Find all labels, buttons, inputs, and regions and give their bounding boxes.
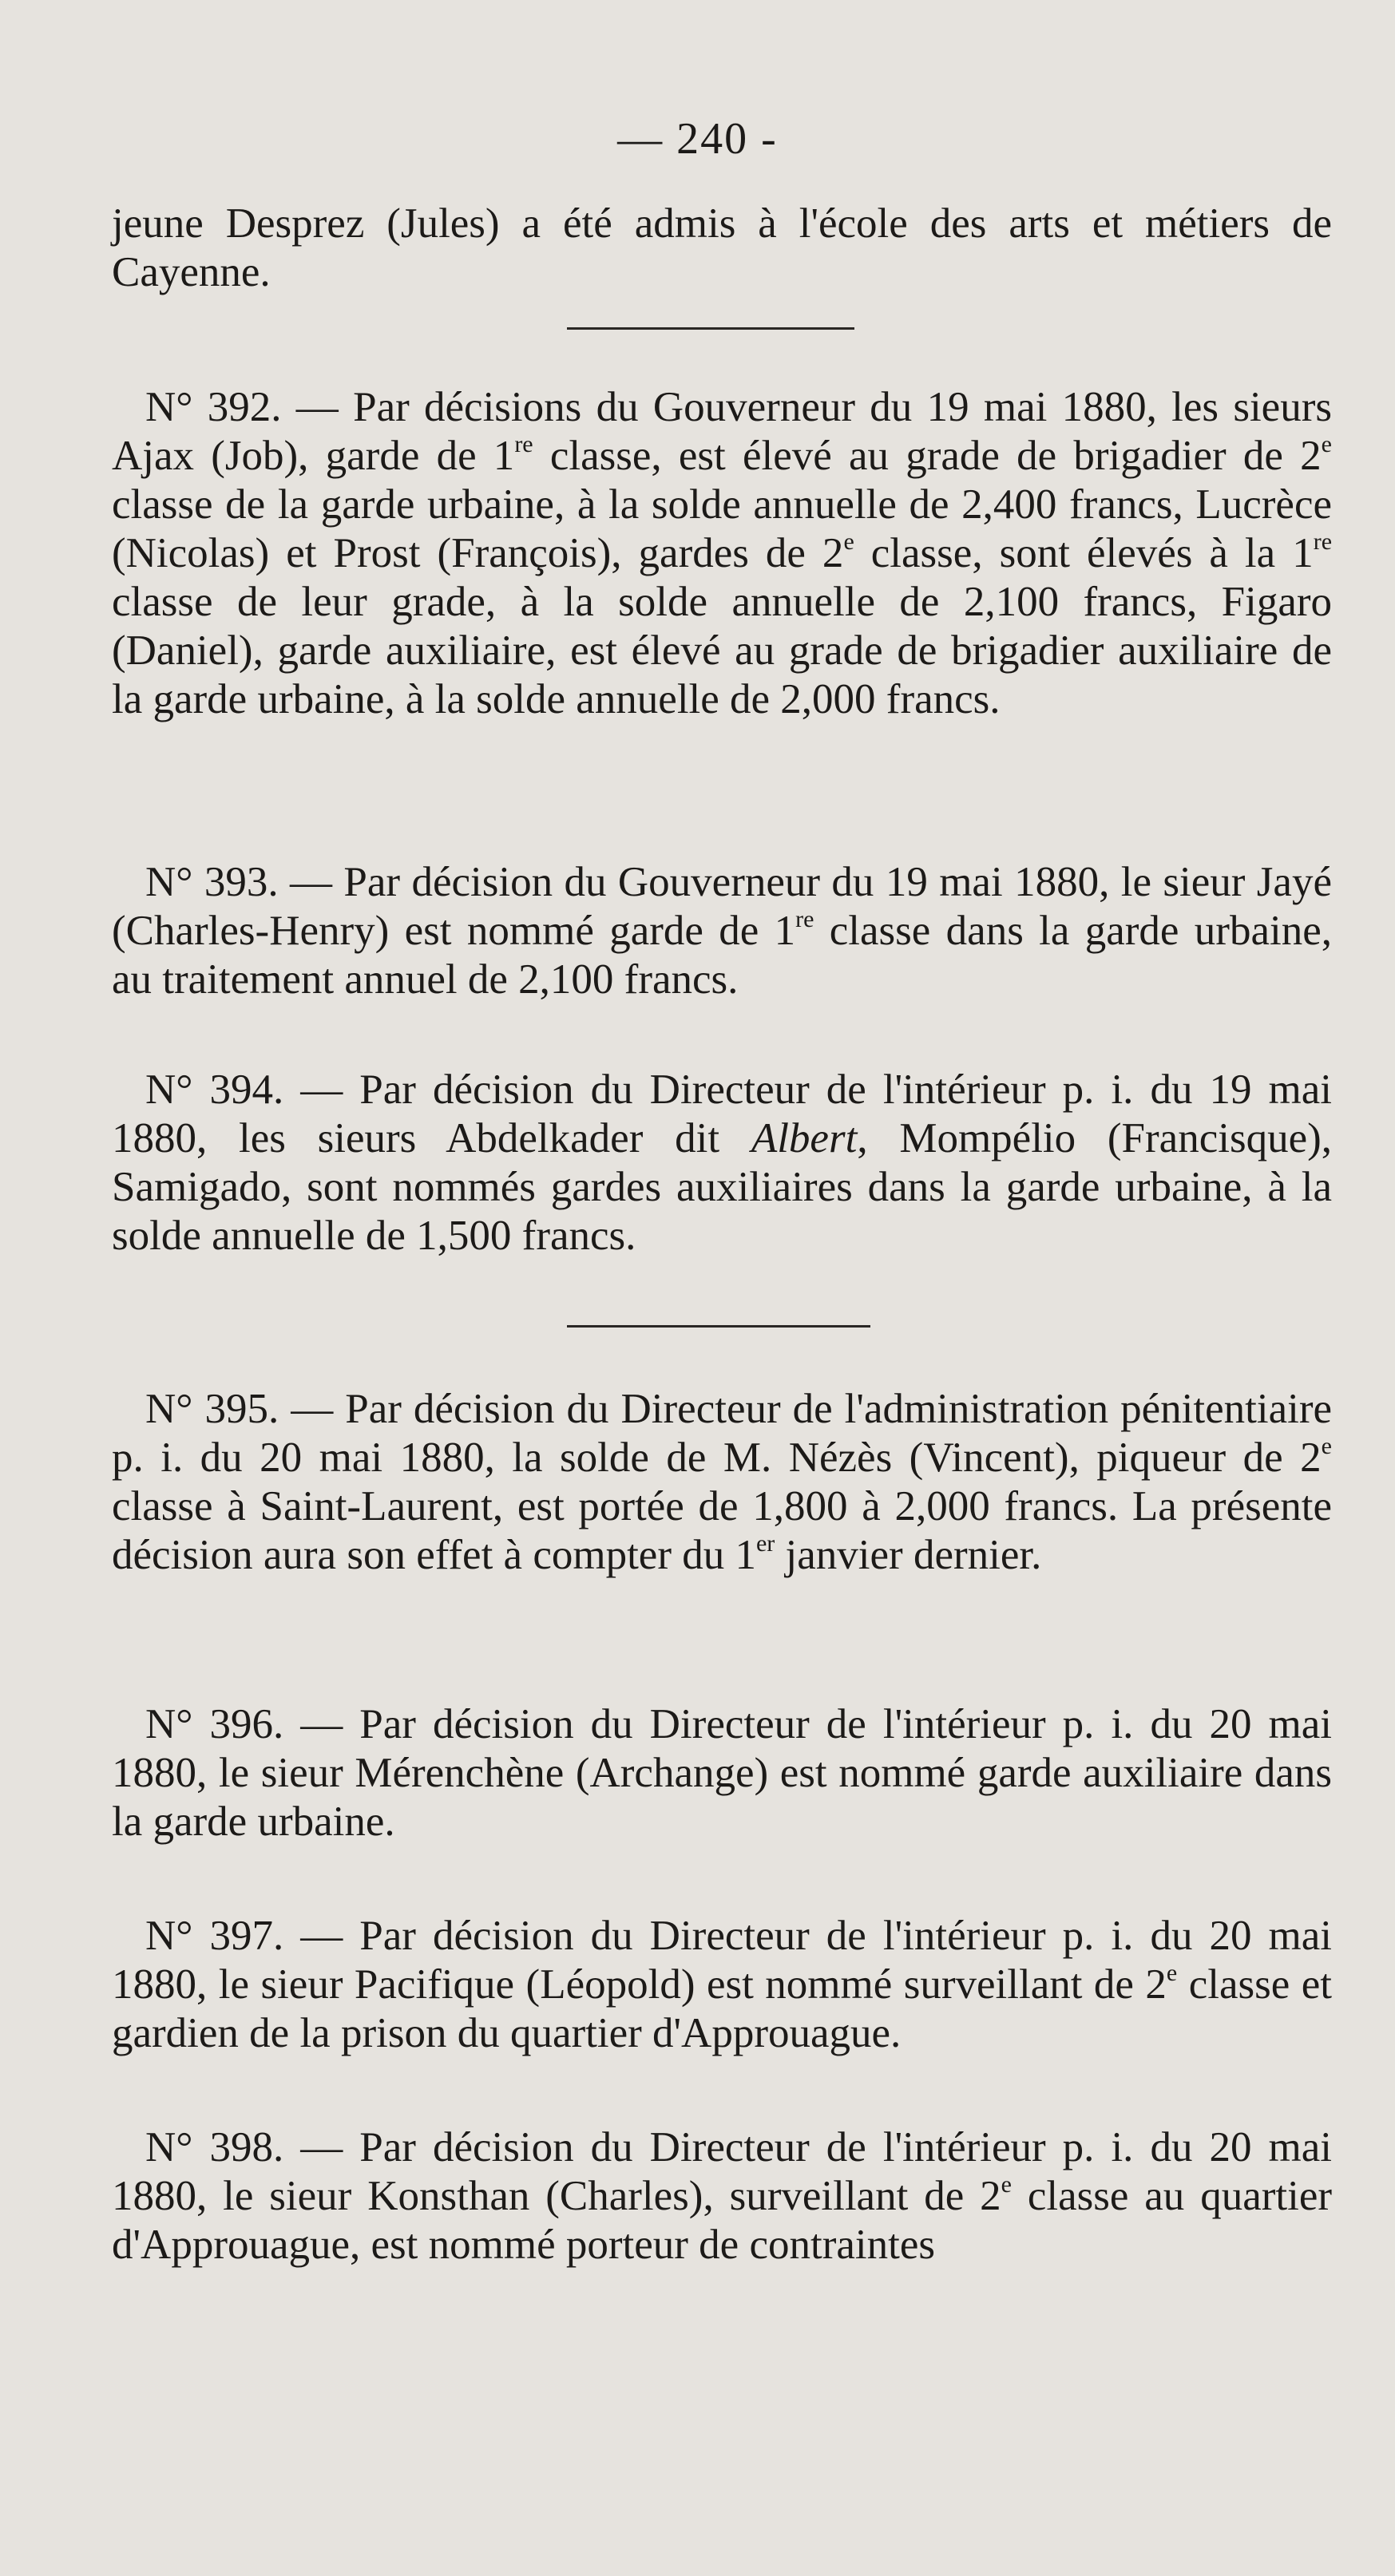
entry-text: N° 394. — Par décision du Directeur de l'intérieur p. i. du 19 mai 1880, les sieurs Abdelkader dit Albert, Mompélio (Francisque), Samigado, sont nommés gardes auxiliaires dans la garde urbaine, à la solde annuelle de 1,500 francs. [112, 1066, 1333, 1259]
entry-396 [112, 1700, 1332, 1846]
entry-number: N° 392. [145, 384, 282, 430]
section-divider [567, 1325, 870, 1328]
entry-number: N° 393. [145, 859, 279, 905]
entry-text: N° 392. — Par décisions du Gouverneur du 19 mai 1880, les sieurs Ajax (Job), garde de 1re classe, est élevé au grade de brigadier de 2e classe de la garde urbaine, à la solde annuelle de 2,400 francs, Lucrèce (Nicolas) et Prost (François), gardes de 2e classe, sont élevés à la 1re classe de leur grade, à la solde annuelle de 2,100 francs, Figaro (Daniel), garde auxiliaire, est élevé au grade de brigadier auxiliaire de la garde urbaine, à la solde annuelle de 2,000 francs. [112, 384, 1333, 722]
intro-paragraph [112, 200, 1332, 297]
entry-395 [112, 1385, 1332, 1580]
entry-number: N° 395. [145, 1386, 279, 1432]
entry-392 [112, 383, 1332, 724]
entry-number: N° 394. [145, 1066, 284, 1113]
section-divider [567, 327, 854, 330]
entry-text: N° 396. — Par décision du Directeur de l'intérieur p. i. du 20 mai 1880, le sieur Mérenchène (Archange) est nommé garde auxiliaire dans la garde urbaine. [112, 1701, 1332, 1845]
entry-398 [112, 2123, 1332, 2269]
entry-number: N° 397. [145, 1913, 284, 1959]
entry-text: N° 398. — Par décision du Directeur de l'intérieur p. i. du 20 mai 1880, le sieur Konsthan (Charles), surveillant de 2e classe au quartier d'Approuague, est nommé porteur de contraintes [112, 2124, 1332, 2268]
page-number: — 240 - [617, 114, 778, 164]
entry-number: N° 396. [145, 1701, 284, 1747]
intro-text: jeune Desprez (Jules) a été admis à l'école des arts et métiers de Cayenne. [112, 200, 1332, 295]
entry-397 [112, 1912, 1332, 2058]
entry-393 [112, 858, 1332, 1004]
entry-number: N° 398. [145, 2124, 284, 2170]
entry-text: N° 397. — Par décision du Directeur de l'intérieur p. i. du 20 mai 1880, le sieur Pacifique (Léopold) est nommé surveillant de 2e classe et gardien de la prison du quartier d'Approuague. [112, 1913, 1332, 2056]
entry-text: N° 393. — Par décision du Gouverneur du 19 mai 1880, le sieur Jayé (Charles-Henry) est nommé garde de 1re classe dans la garde urbaine, au traitement annuel de 2,100 francs. [112, 859, 1332, 1003]
entry-text: N° 395. — Par décision du Directeur de l'administration pénitentiaire p. i. du 20 mai 1880, la solde de M. Nézès (Vincent), piqueur de 2e classe à Saint-Laurent, est portée de 1,800 à 2,000 francs. La présente décision aura son effet à compter du 1er janvier dernier. [112, 1386, 1332, 1578]
entry-394 [112, 1066, 1332, 1260]
